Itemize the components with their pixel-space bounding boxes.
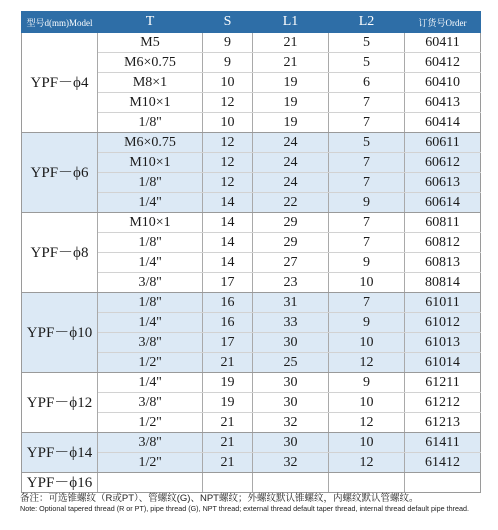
cell-t: M6×0.75	[98, 133, 203, 153]
cell-t: 1/8''	[98, 233, 203, 253]
cell-l2: 12	[329, 353, 405, 373]
cell-l1: 30	[253, 373, 329, 393]
cell-l2: 9	[329, 193, 405, 213]
footnote-english: Note: Optional tapered thread (R or PT), pipe thread (G), NPT thread; external thread default taper thread, internal thread default pipe thread.	[20, 504, 469, 513]
cell-l1: 32	[253, 413, 329, 433]
cell-t: 1/4''	[98, 253, 203, 273]
cell-l1: 24	[253, 173, 329, 193]
cell-l2: 5	[329, 33, 405, 53]
cell-order: 61213	[405, 413, 481, 433]
cell-s: 21	[203, 353, 253, 373]
cell-s	[203, 473, 253, 493]
cell-s: 12	[203, 153, 253, 173]
cell-t: 3/8''	[98, 273, 203, 293]
table-row	[22, 473, 481, 493]
cell-t: 3/8''	[98, 393, 203, 413]
cell-s: 12	[203, 133, 253, 153]
cell-l1: 29	[253, 233, 329, 253]
header-l2: L2	[329, 12, 405, 33]
cell-t: 1/8''	[98, 113, 203, 133]
cell-order: 60614	[405, 193, 481, 213]
model-cell: YPF－ϕ10	[22, 293, 98, 373]
model-cell: YPF－ϕ16	[22, 473, 98, 493]
cell-order: 61011	[405, 293, 481, 313]
cell-s: 21	[203, 433, 253, 453]
model-cell: YPF－ϕ12	[22, 373, 98, 433]
cell-l1: 29	[253, 213, 329, 233]
cell-s: 14	[203, 233, 253, 253]
model-cell: YPF－ϕ6	[22, 133, 98, 213]
cell-s: 12	[203, 173, 253, 193]
cell-t: M10×1	[98, 93, 203, 113]
model-cell: YPF－ϕ8	[22, 213, 98, 293]
cell-order: 61012	[405, 313, 481, 333]
cell-order: 60612	[405, 153, 481, 173]
cell-l1: 32	[253, 453, 329, 473]
cell-s: 9	[203, 53, 253, 73]
cell-l2: 10	[329, 273, 405, 293]
cell-order: 60411	[405, 33, 481, 53]
footnote-chinese: 备注：可选锥螺纹（R或PT）、管螺纹(G)、NPT螺纹；外螺纹默认锥螺纹，内螺纹默认管螺纹。	[20, 493, 419, 504]
cell-s: 17	[203, 273, 253, 293]
cell-l2: 7	[329, 153, 405, 173]
table-row	[22, 433, 481, 453]
cell-order: 60412	[405, 53, 481, 73]
cell-order: 61211	[405, 373, 481, 393]
cell-order: 60410	[405, 73, 481, 93]
header-l1: L1	[253, 12, 329, 33]
cell-order: 61013	[405, 333, 481, 353]
cell-s: 14	[203, 213, 253, 233]
model-cell: YPF－ϕ4	[22, 33, 98, 133]
cell-l1: 27	[253, 253, 329, 273]
cell-l1	[253, 473, 329, 493]
cell-t	[98, 473, 203, 493]
cell-order: 61212	[405, 393, 481, 413]
header-order: 订货号Order	[405, 12, 481, 33]
header-model: 型号d(mm)Model	[22, 12, 98, 33]
cell-l2: 6	[329, 73, 405, 93]
cell-l1: 19	[253, 93, 329, 113]
cell-t: 3/8''	[98, 433, 203, 453]
cell-t: M6×0.75	[98, 53, 203, 73]
cell-t: 1/2''	[98, 413, 203, 433]
cell-s: 17	[203, 333, 253, 353]
footnote	[20, 493, 486, 514]
cell-order: 61412	[405, 453, 481, 473]
header-s: S	[203, 12, 253, 33]
cell-l2: 7	[329, 173, 405, 193]
cell-l1: 22	[253, 193, 329, 213]
cell-l1: 30	[253, 333, 329, 353]
cell-t: 3/8''	[98, 333, 203, 353]
cell-l2: 9	[329, 253, 405, 273]
table-row	[22, 33, 481, 53]
table-row	[22, 293, 481, 313]
cell-t: 1/4''	[98, 373, 203, 393]
cell-order: 60812	[405, 233, 481, 253]
cell-order: 60813	[405, 253, 481, 273]
cell-l1: 31	[253, 293, 329, 313]
cell-l2: 10	[329, 433, 405, 453]
cell-t: 1/4''	[98, 193, 203, 213]
cell-s: 16	[203, 313, 253, 333]
cell-l2: 7	[329, 293, 405, 313]
cell-l1: 23	[253, 273, 329, 293]
model-cell: YPF－ϕ14	[22, 433, 98, 473]
cell-l1: 30	[253, 433, 329, 453]
cell-order: 60414	[405, 113, 481, 133]
cell-l2: 9	[329, 373, 405, 393]
table-row	[22, 373, 481, 393]
cell-order: 60413	[405, 93, 481, 113]
cell-t: 1/8''	[98, 293, 203, 313]
cell-t: M5	[98, 33, 203, 53]
cell-s: 14	[203, 193, 253, 213]
cell-l2	[329, 473, 405, 493]
cell-l1: 19	[253, 73, 329, 93]
cell-l2: 7	[329, 93, 405, 113]
cell-l2: 10	[329, 333, 405, 353]
table-row	[22, 133, 481, 153]
cell-l2: 12	[329, 413, 405, 433]
cell-order: 80814	[405, 273, 481, 293]
cell-l1: 24	[253, 153, 329, 173]
cell-s: 10	[203, 73, 253, 93]
cell-t: 1/2''	[98, 453, 203, 473]
cell-s: 21	[203, 453, 253, 473]
cell-s: 21	[203, 413, 253, 433]
cell-s: 10	[203, 113, 253, 133]
cell-l1: 24	[253, 133, 329, 153]
spec-table	[21, 11, 481, 493]
cell-s: 14	[203, 253, 253, 273]
cell-l2: 7	[329, 233, 405, 253]
cell-order: 60613	[405, 173, 481, 193]
table-body	[22, 33, 481, 493]
header-row	[22, 12, 481, 33]
cell-t: M10×1	[98, 213, 203, 233]
cell-l2: 5	[329, 53, 405, 73]
cell-order	[405, 473, 481, 493]
cell-s: 12	[203, 93, 253, 113]
cell-l2: 5	[329, 133, 405, 153]
cell-t: M8×1	[98, 73, 203, 93]
cell-order: 60611	[405, 133, 481, 153]
cell-s: 16	[203, 293, 253, 313]
cell-order: 61411	[405, 433, 481, 453]
cell-order: 61014	[405, 353, 481, 373]
cell-s: 19	[203, 393, 253, 413]
cell-t: 1/4''	[98, 313, 203, 333]
cell-l1: 33	[253, 313, 329, 333]
cell-l2: 12	[329, 453, 405, 473]
cell-order: 60811	[405, 213, 481, 233]
cell-l2: 10	[329, 393, 405, 413]
cell-t: 1/2''	[98, 353, 203, 373]
cell-l1: 25	[253, 353, 329, 373]
table-row	[22, 213, 481, 233]
cell-t: 1/8''	[98, 173, 203, 193]
cell-l1: 30	[253, 393, 329, 413]
cell-l1: 19	[253, 113, 329, 133]
cell-l1: 21	[253, 53, 329, 73]
cell-t: M10×1	[98, 153, 203, 173]
cell-l2: 7	[329, 213, 405, 233]
cell-l2: 9	[329, 313, 405, 333]
cell-s: 9	[203, 33, 253, 53]
cell-l1: 21	[253, 33, 329, 53]
cell-l2: 7	[329, 113, 405, 133]
cell-s: 19	[203, 373, 253, 393]
header-t: T	[98, 12, 203, 33]
